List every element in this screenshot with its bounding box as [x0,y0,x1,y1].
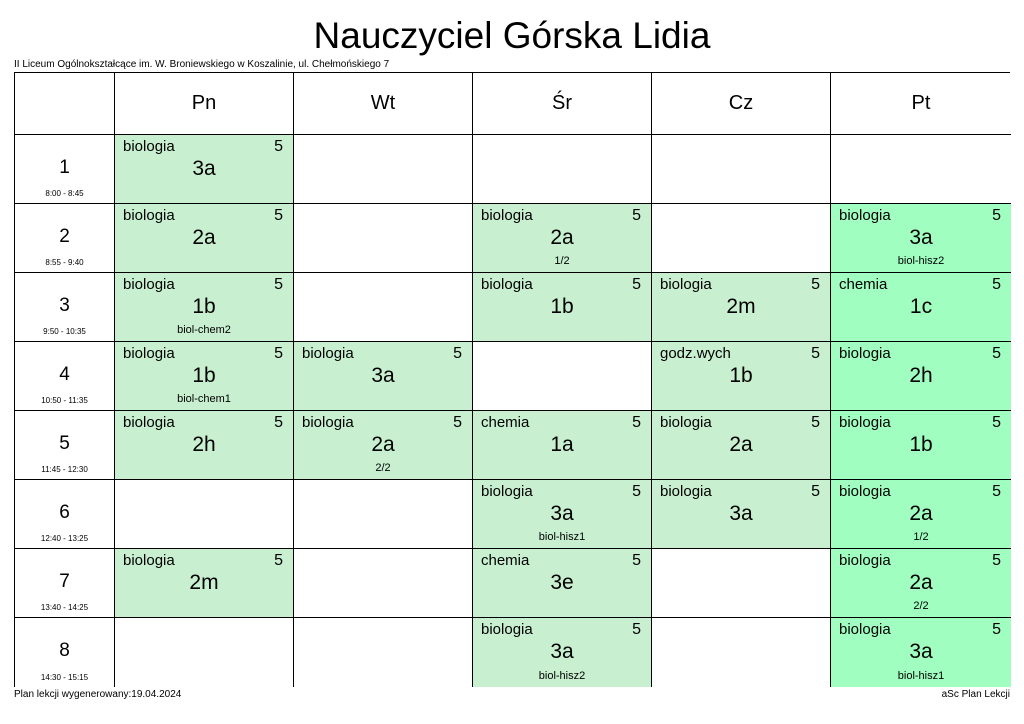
lesson-class: 1b [729,364,753,387]
lesson-cell[interactable] [831,204,1011,273]
period-cell [15,273,115,342]
lesson-cell[interactable] [294,342,473,411]
lesson-cell[interactable] [473,618,652,687]
lesson-room: 5 [632,483,641,500]
lesson-room: 5 [274,207,283,224]
lesson-group: 2/2 [375,462,391,474]
period-time: 11:45 - 12:30 [41,465,88,474]
lesson-cell[interactable] [473,273,652,342]
lesson-class: 2m [726,295,756,318]
lesson-group: biol-hisz2 [538,670,586,682]
lesson-group: 2/2 [913,600,929,612]
lesson-subject: biologia [123,414,175,431]
lesson-group: biol-chem2 [177,324,231,336]
lesson-cell[interactable] [115,135,294,204]
empty-cell [294,204,473,273]
lesson-class: 3e [550,571,574,594]
lesson-room: 5 [811,483,820,500]
lesson-room: 5 [632,552,641,569]
lesson-cell[interactable] [831,549,1011,618]
period-time: 8:55 - 9:40 [45,258,84,267]
empty-cell [652,549,831,618]
lesson-cell[interactable] [652,411,831,480]
empty-cell [831,135,1011,204]
lesson-cell[interactable] [831,273,1011,342]
lesson-class: 2a [909,571,933,594]
lesson-group: biol-hisz2 [897,255,945,267]
lesson-class: 2a [371,433,395,456]
lesson-class: 2h [192,433,216,456]
empty-cell [294,135,473,204]
timetable-grid [14,72,1010,687]
period-number: 6 [59,502,70,523]
empty-cell [652,204,831,273]
lesson-subject: biologia [481,276,533,293]
period-cell [15,342,115,411]
lesson-cell[interactable] [115,204,294,273]
lesson-cell[interactable] [294,411,473,480]
school-name: II Liceum Ogólnokształcące im. W. Broniewskiego w Koszalinie, ul. Chełmońskiego 7 [14,59,390,70]
day-header: Śr [473,73,652,135]
empty-cell [652,618,831,687]
empty-cell [115,480,294,549]
lesson-room: 5 [274,345,283,362]
day-header: Cz [652,73,831,135]
lesson-group: 1/2 [554,255,570,267]
lesson-cell[interactable] [473,549,652,618]
lesson-class: 2h [909,364,933,387]
empty-cell [294,480,473,549]
lesson-subject: biologia [123,345,175,362]
lesson-class: 2a [550,226,574,249]
lesson-class: 3a [909,640,933,663]
lesson-group: biol-chem1 [177,393,231,405]
period-number: 7 [59,571,70,592]
period-number: 5 [59,433,70,454]
lesson-subject: biologia [839,552,891,569]
lesson-subject: biologia [839,414,891,431]
lesson-group: biol-hisz1 [897,670,945,682]
lesson-class: 3a [729,502,753,525]
empty-cell [473,342,652,411]
lesson-subject: biologia [481,621,533,638]
lesson-room: 5 [992,207,1001,224]
lesson-subject: biologia [660,483,712,500]
period-cell [15,549,115,618]
lesson-room: 5 [811,345,820,362]
period-number: 1 [59,157,70,178]
lesson-room: 5 [992,552,1001,569]
lesson-room: 5 [992,483,1001,500]
empty-cell [473,135,652,204]
period-cell [15,480,115,549]
lesson-class: 3a [550,502,574,525]
lesson-subject: biologia [123,276,175,293]
period-cell [15,618,115,687]
lesson-class: 1c [909,295,933,318]
period-cell [15,135,115,204]
lesson-room: 5 [992,345,1001,362]
period-cell [15,204,115,273]
lesson-room: 5 [632,414,641,431]
lesson-room: 5 [992,621,1001,638]
empty-cell [115,618,294,687]
lesson-subject: biologia [123,138,175,155]
period-number: 4 [59,364,70,385]
app-credit: aSc Plan Lekcji [941,689,1010,700]
lesson-subject: biologia [839,483,891,500]
lesson-room: 5 [632,276,641,293]
lesson-cell[interactable] [831,618,1011,687]
lesson-group: biol-hisz1 [538,531,586,543]
period-time: 10:50 - 11:35 [41,396,88,405]
lesson-class: 3a [192,157,216,180]
lesson-subject: biologia [839,621,891,638]
lesson-subject: biologia [123,207,175,224]
empty-cell [294,549,473,618]
period-time: 12:40 - 13:25 [40,534,89,543]
lesson-cell[interactable] [115,342,294,411]
lesson-room: 5 [632,207,641,224]
empty-cell [294,618,473,687]
lesson-subject: biologia [660,276,712,293]
lesson-subject: biologia [660,414,712,431]
lesson-group: 1/2 [913,531,929,543]
lesson-cell[interactable] [652,480,831,549]
period-time: 8:00 - 8:45 [45,189,84,198]
lesson-class: 1a [550,433,574,456]
lesson-class: 1b [909,433,933,456]
lesson-class: 3a [909,226,933,249]
lesson-cell[interactable] [831,411,1011,480]
lesson-subject: biologia [123,552,175,569]
lesson-cell[interactable] [115,273,294,342]
lesson-class: 1b [192,364,216,387]
period-number: 3 [59,295,70,316]
lesson-cell[interactable] [831,480,1011,549]
lesson-cell[interactable] [652,273,831,342]
period-time: 13:40 - 14:25 [40,603,89,612]
lesson-subject: biologia [839,345,891,362]
lesson-room: 5 [453,345,462,362]
period-number: 8 [59,640,70,661]
generated-date: Plan lekcji wygenerowany:19.04.2024 [14,689,182,700]
lesson-class: 1b [192,295,216,318]
period-number: 2 [59,226,70,247]
corner-cell [15,73,115,135]
lesson-subject: godz.wych [660,345,731,362]
lesson-subject: chemia [481,552,530,569]
lesson-cell[interactable] [473,411,652,480]
lesson-cell[interactable] [115,549,294,618]
lesson-room: 5 [274,138,283,155]
empty-cell [294,273,473,342]
lesson-class: 2a [909,502,933,525]
lesson-room: 5 [274,276,283,293]
day-header: Wt [294,73,473,135]
lesson-room: 5 [992,414,1001,431]
lesson-room: 5 [274,552,283,569]
lesson-room: 5 [632,621,641,638]
lesson-subject: biologia [302,345,354,362]
day-header: Pt [831,73,1011,135]
empty-cell [652,135,831,204]
lesson-room: 5 [992,276,1001,293]
lesson-cell[interactable] [115,411,294,480]
lesson-cell[interactable] [652,342,831,411]
lesson-subject: biologia [481,483,533,500]
day-header: Pn [115,73,294,135]
lesson-room: 5 [811,276,820,293]
lesson-room: 5 [811,414,820,431]
lesson-subject: biologia [481,207,533,224]
period-time: 9:50 - 10:35 [43,327,86,336]
lesson-subject: biologia [302,414,354,431]
lesson-cell[interactable] [473,480,652,549]
lesson-room: 5 [453,414,462,431]
lesson-class: 3a [371,364,395,387]
lesson-subject: biologia [839,207,891,224]
lesson-class: 3a [550,640,574,663]
lesson-class: 2m [189,571,219,594]
period-time: 14:30 - 15:15 [40,673,89,682]
lesson-cell[interactable] [473,204,652,273]
period-cell [15,411,115,480]
lesson-subject: chemia [839,276,888,293]
lesson-class: 2a [192,226,216,249]
lesson-class: 2a [729,433,753,456]
page-title: Nauczyciel Górska Lidia [313,15,711,56]
lesson-cell[interactable] [831,342,1011,411]
lesson-class: 1b [550,295,574,318]
lesson-subject: chemia [481,414,530,431]
lesson-room: 5 [274,414,283,431]
